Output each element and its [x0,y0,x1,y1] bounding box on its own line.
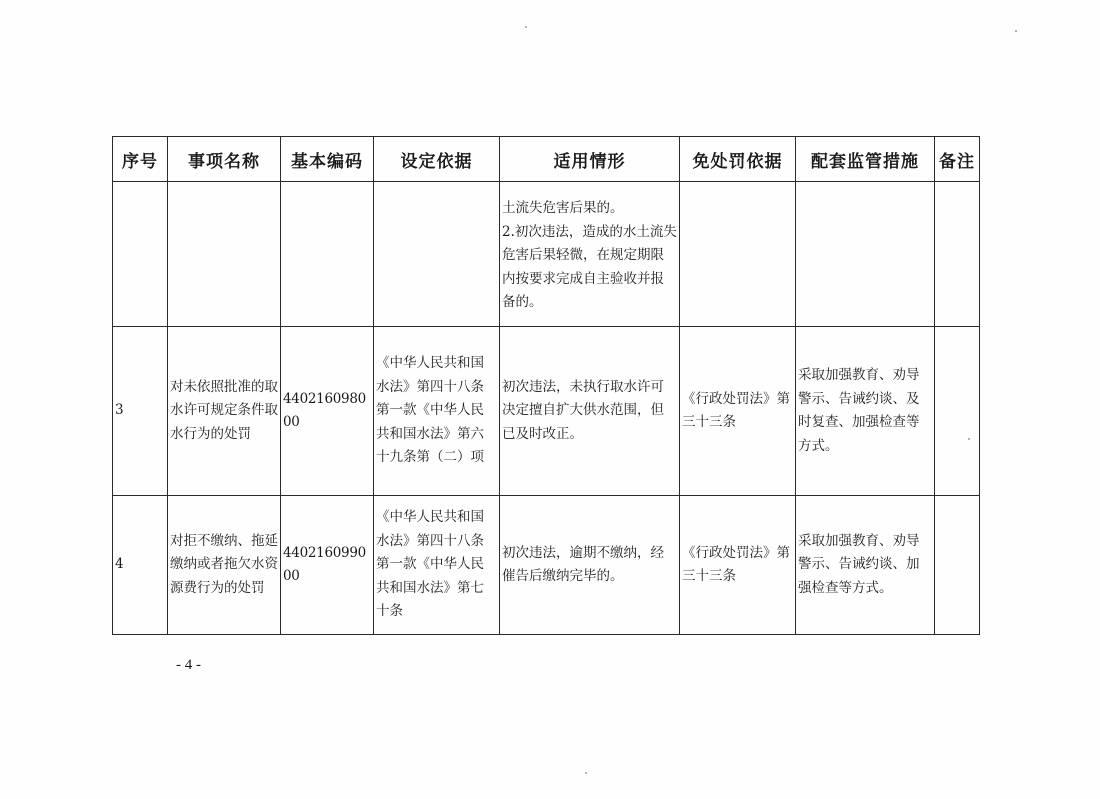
cell-item-name [168,182,281,327]
cell-legal-basis: 《中华人民共和国水法》第四十八条第一款《中华人民共和国水法》第七十条 [374,496,500,635]
header-no: 序号 [113,137,168,182]
header-exemption-basis: 免处罚依据 [680,137,796,182]
scan-speck [525,26,527,28]
table-row [113,182,980,327]
cell-no: 4 [113,496,168,635]
cell-supervision-measures: 采取加强教育、劝导警示、告诫约谈、加强检查等方式。 [796,496,935,635]
table-row [113,496,980,635]
cell-supervision-measures [796,182,935,327]
cell-item-name: 对未依照批准的取水许可规定条件取水行为的处罚 [168,327,281,496]
cell-no: 3 [113,327,168,496]
cell-applicable-situation: 初次违法，逾期不缴纳，经催告后缴纳完毕的。 [500,496,680,635]
header-legal-basis: 设定依据 [374,137,500,182]
cell-supervision-measures: 采取加强教育、劝导警示、告诫约谈、及时复查、加强检查等方式。 [796,327,935,496]
cell-remarks [935,496,980,635]
cell-basic-code [281,182,374,327]
header-item-name: 事项名称 [168,137,281,182]
scan-speck [968,438,970,440]
cell-basic-code: 440216099000 [281,496,374,635]
cell-remarks [935,327,980,496]
cell-exemption-basis [680,182,796,327]
cell-applicable-situation: 土流失危害后果的。 2.初次违法，造成的水土流失危害后果轻微，在规定期限内按要求完成自主验收并报备的。 [500,182,680,327]
header-remarks: 备注 [935,137,980,182]
cell-applicable-situation: 初次违法，未执行取水许可决定擅自扩大供水范围，但已及时改正。 [500,327,680,496]
penalty-exemption-table [112,136,980,635]
cell-remarks [935,182,980,327]
table-row [113,327,980,496]
table-header-row [113,137,980,182]
cell-exemption-basis: 《行政处罚法》第三十三条 [680,496,796,635]
header-basic-code: 基本编码 [281,137,374,182]
header-applicable-situation: 适用情形 [500,137,680,182]
header-supervision-measures: 配套监管措施 [796,137,935,182]
page-number: - 4 - [176,657,201,673]
cell-legal-basis [374,182,500,327]
cell-basic-code: 440216098000 [281,327,374,496]
scan-speck [585,772,587,774]
cell-legal-basis: 《中华人民共和国水法》第四十八条第一款《中华人民共和国水法》第六十九条第（二）项 [374,327,500,496]
cell-item-name: 对拒不缴纳、拖延缴纳或者拖欠水资源费行为的处罚 [168,496,281,635]
cell-exemption-basis: 《行政处罚法》第三十三条 [680,327,796,496]
cell-no [113,182,168,327]
scan-speck [1015,30,1017,32]
